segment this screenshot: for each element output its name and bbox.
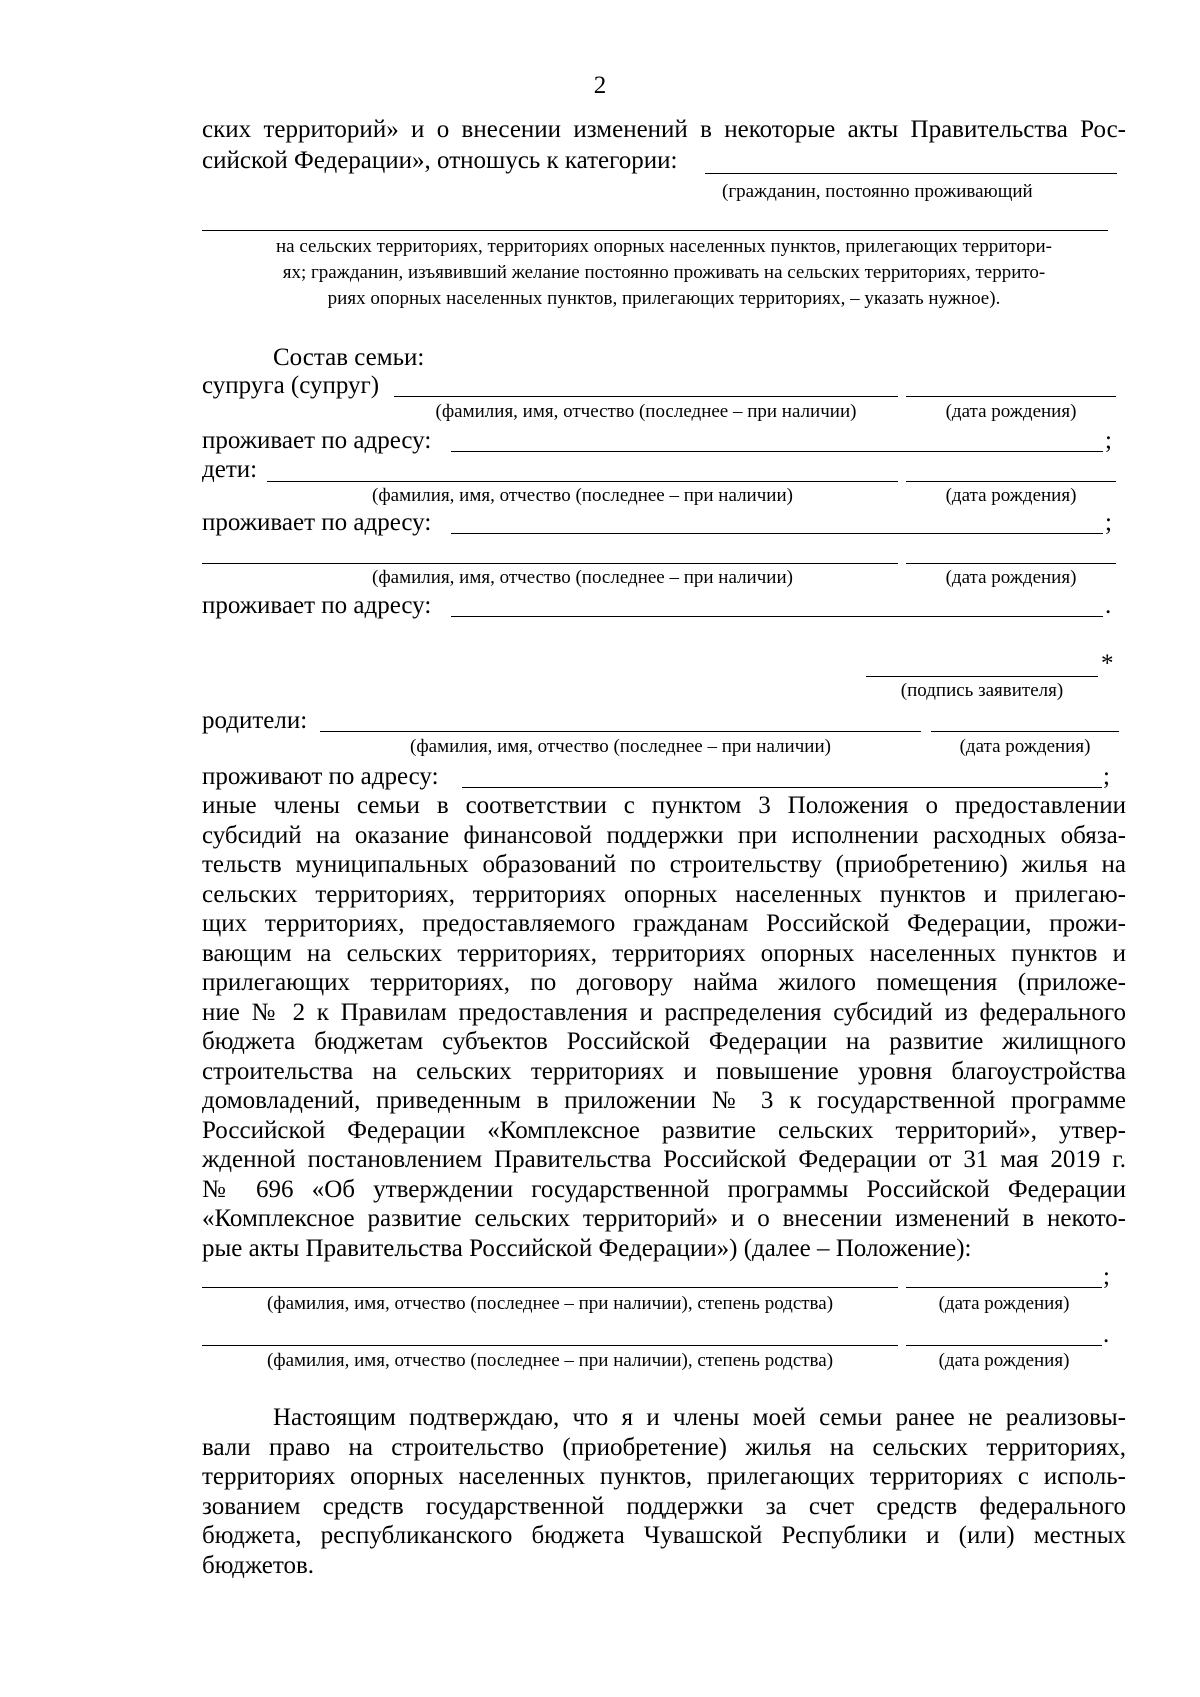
other-members-line-14: № 696 «Об утверждении государственной программы Российской Федерации xyxy=(202,1175,1126,1203)
other-members-line-1: иные члены семьи в соответствии с пунктом 3 Положения о предоставлении xyxy=(202,792,1126,819)
member2-fio-line[interactable] xyxy=(202,1345,898,1346)
member1-dob-caption: (дата рождения) xyxy=(938,1293,1070,1314)
confirmation-line-5: бюджета, республиканского бюджета Чувашской Республики и (или) местных xyxy=(202,1522,1126,1549)
child2-address-label: проживает по адресу: xyxy=(202,592,432,619)
spouse-fio-caption: (фамилия, имя, отчество (последнее – при наличии) xyxy=(435,401,857,422)
other-members-line-16: рые акты Правительства Российской Федерации») (далее – Положение): xyxy=(202,1234,972,1262)
member1-fio-line[interactable] xyxy=(202,1287,898,1288)
category-hint-top: (гражданин, постоянно проживающий xyxy=(722,181,1033,202)
spouse-label: супруга (супруг) xyxy=(202,372,380,399)
spouse-address-line[interactable] xyxy=(451,451,1103,452)
other-members-line-10: строительства на сельских территориях и повышение уровня благоустройства xyxy=(202,1057,1126,1085)
child1-dob-line[interactable] xyxy=(906,481,1116,482)
child2-fio-caption: (фамилия, имя, отчество (последнее – при наличии) xyxy=(372,567,793,588)
category-hint-3: риях опорных населенных пунктов, прилегающих территориях, – указать нужное). xyxy=(327,288,1001,309)
parents-address-label: проживают по адресу: xyxy=(202,763,439,790)
confirmation-line-6: бюджетов. xyxy=(202,1551,315,1579)
child2-dob-line[interactable] xyxy=(906,563,1116,564)
intro-line-2: сийской Федерации», отношусь к категории: xyxy=(202,147,678,174)
signature-line[interactable] xyxy=(866,676,1098,677)
other-members-line-5: щих территориях, предоставляемого гражданам Российской Федерации, прожи- xyxy=(202,910,1126,937)
category-hint-1: на сельских территориях, территориях опорных населенных пунктов, прилегающих территори- xyxy=(276,236,1052,257)
parents-address-line[interactable] xyxy=(462,787,1102,788)
member1-dob-line[interactable] xyxy=(906,1287,1102,1288)
spouse-dob-caption: (дата рождения) xyxy=(945,401,1077,422)
other-members-line-4: сельских территориях, территориях опорных населенных пунктов и прилегаю- xyxy=(202,880,1126,908)
confirmation-line-1: Настоящим подтверждаю, что я и члены моей семьи ранее не реализовы- xyxy=(273,1404,1126,1431)
parents-address-end: ; xyxy=(1103,763,1110,790)
category-field-line[interactable] xyxy=(705,173,1117,174)
parents-dob-caption: (дата рождения) xyxy=(959,736,1091,757)
child1-dob-caption: (дата рождения) xyxy=(945,485,1077,506)
other-members-line-3: тельств муниципальных образований по строительству (приобретению) жилья на xyxy=(202,851,1126,878)
child1-address-label: проживает по адресу: xyxy=(202,509,432,536)
child2-dob-caption: (дата рождения) xyxy=(945,567,1077,588)
spouse-address-end: ; xyxy=(1105,427,1112,454)
page-number: 2 xyxy=(593,72,607,99)
spouse-address-label: проживает по адресу: xyxy=(202,427,432,454)
other-members-line-13: жденной постановлением Правительства Российской Федерации от 31 мая 2019 г. xyxy=(202,1146,1126,1173)
member2-end: . xyxy=(1103,1321,1110,1348)
confirmation-line-2: вали право на строительство (приобретение) жилья на сельских территориях, xyxy=(202,1433,1126,1461)
other-members-line-12: Российской Федерации «Комплексное развитие сельских территорий», утвер- xyxy=(202,1116,1126,1144)
category-hint-2: ях; гражданин, изъявивший желание постоянно проживать на сельских территориях, террито- xyxy=(282,262,1046,283)
signature-caption: (подпись заявителя) xyxy=(900,680,1064,701)
child1-fio-line[interactable] xyxy=(267,481,898,482)
parents-dob-line[interactable] xyxy=(931,731,1119,732)
other-members-line-11: домовладений, приведенным в приложении № 3 к государственной программе xyxy=(202,1087,1126,1114)
member2-dob-caption: (дата рождения) xyxy=(938,1350,1070,1371)
confirmation-line-4: зованием средств государственной поддержки за счет средств федерального xyxy=(202,1492,1126,1520)
other-members-line-7: прилегающих территориях, по договору найма жилого помещения (приложе- xyxy=(202,969,1126,996)
child2-address-line[interactable] xyxy=(451,616,1103,617)
spouse-fio-line[interactable] xyxy=(394,396,898,397)
child1-address-end: ; xyxy=(1105,509,1112,536)
spouse-dob-line[interactable] xyxy=(906,396,1116,397)
member2-fio-caption: (фамилия, имя, отчество (последнее – при наличии), степень родства) xyxy=(266,1350,834,1371)
child2-fio-line[interactable] xyxy=(202,563,898,564)
signature-asterisk: * xyxy=(1101,650,1114,677)
other-members-line-15: «Комплексное развитие сельских территорий» и о внесении изменений в некото- xyxy=(202,1205,1126,1232)
other-members-line-8: ние № 2 к Правилам предоставления и распределения субсидий из федерального xyxy=(202,998,1126,1026)
member1-end: ; xyxy=(1103,1263,1110,1290)
member1-fio-caption: (фамилия, имя, отчество (последнее – при наличии), степень родства) xyxy=(266,1293,834,1314)
parents-fio-caption: (фамилия, имя, отчество (последнее – при наличии) xyxy=(410,736,831,757)
other-members-line-9: бюджета бюджетам субъектов Российской Федерации на развитие жилищного xyxy=(202,1028,1126,1055)
confirmation-line-3: территориях опорных населенных пунктов, прилегающих территориях с исполь- xyxy=(202,1463,1126,1490)
other-members-line-2: субсидий на оказание финансовой поддержки при исполнении расходных обяза- xyxy=(202,821,1126,849)
family-heading: Состав семьи: xyxy=(273,344,425,371)
parents-label: родители: xyxy=(202,707,308,734)
child1-fio-caption: (фамилия, имя, отчество (последнее – при наличии) xyxy=(372,485,793,506)
intro-line-1: ских территорий» и о внесении изменений в некоторые акты Правительства Рос- xyxy=(202,116,1126,143)
child2-address-end: . xyxy=(1105,592,1112,619)
other-members-line-6: вающим на сельских территориях, территориях опорных населенных пунктов и xyxy=(202,939,1126,967)
parents-fio-line[interactable] xyxy=(320,731,921,732)
child1-address-line[interactable] xyxy=(451,533,1103,534)
children-label: дети: xyxy=(202,456,258,483)
category-field-line-2[interactable] xyxy=(202,230,1108,231)
member2-dob-line[interactable] xyxy=(906,1345,1102,1346)
